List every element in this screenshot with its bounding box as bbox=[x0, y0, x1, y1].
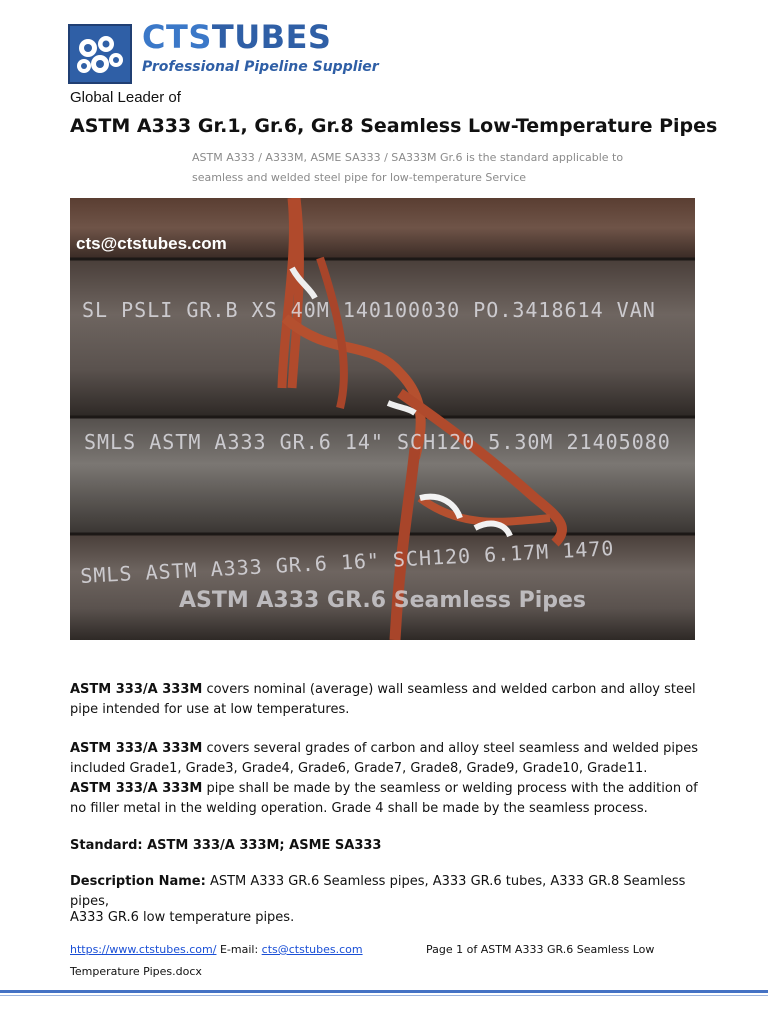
pipe-marking-2: SMLS ASTM A333 GR.6 14" SCH120 5.30M 21405080 bbox=[84, 430, 671, 454]
logo-brand: CTSTUBES bbox=[142, 18, 332, 56]
paragraph-3: ASTM 333/A 333M pipe shall be made by the seamless or welding process with the addition of no filler metal in the welding operation. Grade 4 shall be made by the seamless process. bbox=[70, 781, 698, 816]
photo-caption: ASTM A333 GR.6 Seamless Pipes bbox=[178, 588, 587, 613]
page-title: ASTM A333 Gr.1, Gr.6, Gr.8 Seamless Low-Temperature Pipes bbox=[70, 115, 718, 137]
email-link[interactable]: cts@ctstubes.com bbox=[261, 943, 363, 956]
logo-tagline: Professional Pipeline Supplier bbox=[142, 59, 379, 75]
paragraph-2: ASTM 333/A 333M covers several grades of carbon and alloy steel seamless and welded pipes included Grade1, Grade3, Grade4, Grade6, Grade7, Grade8, Grade9, Grade10, Grade11. bbox=[70, 741, 698, 776]
paragraph-1: ASTM 333/A 333M covers nominal (average) wall seamless and welded carbon and alloy steel pipe intended for use at low temperatures. bbox=[70, 682, 696, 717]
intro-text: ASTM A333 / A333M, ASME SA333 / SA333M Gr.6 is the standard applicable to seamless and welded steel pipe for low-temperature Service bbox=[192, 151, 624, 184]
pipe-marking-1: SL PSLI GR.B XS 40M 140100030 PO.3418614 VAN bbox=[82, 298, 656, 322]
footer-rule-thin bbox=[0, 995, 768, 996]
page-footer: https://www.ctstubes.com/ E-mail: cts@ctstubes.com Page 1 of ASTM A333 GR.6 Seamless Low Temperature Pipes.docx bbox=[70, 939, 698, 983]
pipe-marking-3: SMLS ASTM A333 GR.6 16" SCH120 6.17M 1470 bbox=[79, 536, 615, 588]
leader-line: Global Leader of bbox=[70, 89, 181, 106]
description-line: Description Name: ASTM A333 GR.6 Seamless pipes, A333 GR.6 tubes, A333 GR.8 Seamless pipes, bbox=[70, 874, 686, 909]
description-continuation: A333 GR.6 low temperature pipes. bbox=[70, 910, 295, 925]
document-name: Temperature Pipes.docx bbox=[70, 965, 202, 978]
pipes-photo bbox=[70, 198, 695, 640]
pipe-bundle-icon bbox=[68, 24, 132, 84]
website-link[interactable]: https://www.ctstubes.com/ bbox=[70, 943, 217, 956]
standard-line: Standard: ASTM 333/A 333M; ASME SA333 bbox=[70, 838, 382, 853]
company-logo bbox=[68, 18, 379, 86]
photo-email-watermark: cts@ctstubes.com bbox=[76, 234, 227, 253]
footer-rule bbox=[0, 990, 768, 993]
page-indicator: Page 1 of ASTM A333 GR.6 Seamless Low bbox=[426, 943, 655, 956]
